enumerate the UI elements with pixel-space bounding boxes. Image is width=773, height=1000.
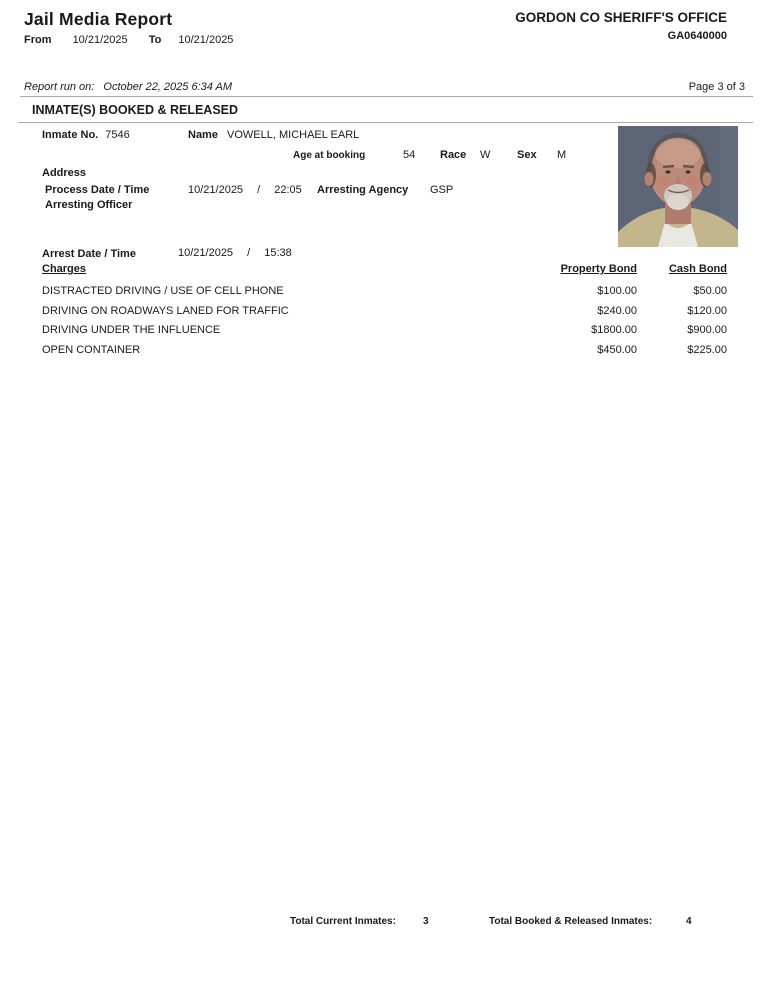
property-bond-value: $100.00 [597, 285, 637, 297]
charges-table [42, 263, 727, 363]
property-bond-value: $240.00 [597, 304, 637, 317]
inmate-mugshot [618, 126, 738, 247]
arrest-label: Arrest Date / Time [42, 248, 136, 260]
total-current-inmates-label: Total Current Inmates: [290, 916, 396, 927]
cash-bond-value: $225.00 [687, 343, 727, 356]
arresting-agency-value: GSP [430, 184, 454, 196]
arrest-datetime [178, 247, 292, 259]
charge-row [42, 344, 727, 364]
run-on-value: October 22, 2025 6:34 AM [103, 81, 233, 93]
header-divider [20, 96, 753, 97]
charges-table-header [42, 263, 727, 285]
property-bond-value: $1800.00 [591, 324, 637, 337]
process-label: Process Date / Time [45, 184, 150, 196]
process-datetime [188, 184, 302, 196]
charge-name: DRIVING UNDER THE INFLUENCE [42, 324, 221, 337]
agency-name: GORDON CO SHERIFF'S OFFICE [515, 10, 727, 25]
charge-row [42, 285, 727, 305]
section-header: INMATE(S) BOOKED & RELEASED [32, 103, 239, 117]
cash-bond-value: $120.00 [687, 304, 727, 317]
page-number: Page 3 of 3 [688, 81, 745, 93]
age-value: 54 [403, 149, 416, 161]
arresting-agency-label: Arresting Agency [317, 184, 409, 196]
cash-bond-value: $50.00 [693, 285, 727, 297]
arrest-date: 10/21/2025 [178, 247, 234, 259]
name-row [188, 129, 359, 141]
from-date: 10/21/2025 [72, 34, 128, 46]
age-label: Age at booking [293, 150, 366, 161]
charge-row [42, 324, 727, 344]
date-range [24, 34, 233, 46]
charge-name: DRIVING ON ROADWAYS LANED FOR TRAFFIC [42, 304, 289, 317]
from-label: From [24, 34, 52, 46]
sex-value: M [557, 149, 567, 161]
mugshot-illustration [618, 126, 738, 247]
property-bond-column-header: Property Bond [560, 263, 637, 275]
address-label: Address [42, 167, 87, 179]
charge-name: OPEN CONTAINER [42, 343, 141, 356]
name-value: VOWELL, MICHAEL EARL [227, 129, 360, 141]
run-on-label: Report run on: [24, 81, 95, 93]
inmate-no-value: 7546 [105, 129, 130, 141]
charge-row [42, 305, 727, 325]
race-label: Race [440, 149, 467, 161]
arrest-time: 15:38 [264, 247, 292, 259]
process-date: 10/21/2025 [188, 184, 244, 196]
page-title: Jail Media Report [24, 9, 173, 29]
sex-label: Sex [517, 149, 537, 161]
arresting-officer-label: Arresting Officer [45, 199, 133, 211]
arrest-separator: / [247, 247, 251, 259]
total-booked-released-value: 4 [686, 916, 692, 927]
section-divider [18, 122, 753, 123]
race-value: W [480, 149, 491, 161]
cash-bond-column-header: Cash Bond [668, 263, 727, 275]
inmate-no-row [42, 129, 130, 141]
total-current-inmates-value: 3 [423, 916, 429, 927]
total-booked-released-label: Total Booked & Released Inmates: [489, 916, 653, 927]
charge-name: DISTRACTED DRIVING / USE OF CELL PHONE [42, 285, 284, 297]
charges-column-header: Charges [42, 263, 87, 275]
to-label: To [148, 34, 162, 46]
process-separator: / [257, 184, 261, 196]
inmate-no-label: Inmate No. [42, 129, 99, 141]
process-row [45, 184, 149, 196]
to-date: 10/21/2025 [178, 34, 234, 46]
report-run-line [24, 81, 232, 93]
name-label: Name [188, 129, 218, 141]
property-bond-value: $450.00 [597, 343, 637, 356]
cash-bond-value: $900.00 [687, 324, 727, 337]
agency-code: GA0640000 [667, 30, 727, 42]
process-time: 22:05 [274, 184, 302, 196]
